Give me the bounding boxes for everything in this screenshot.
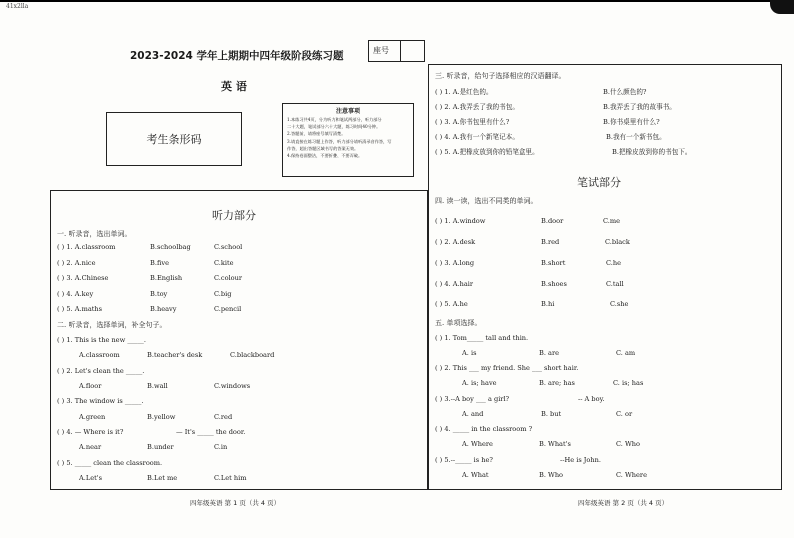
- option-b: B.hi: [541, 300, 555, 308]
- notice-box: [282, 103, 414, 177]
- part1-q1: ( ) 1. A.classroom: [57, 243, 116, 251]
- option-c: C.school: [214, 243, 243, 251]
- part5-q5: ( ) 5.--_____ is he?: [435, 456, 493, 464]
- option-b: B.toy: [150, 290, 168, 298]
- notice-line: 二十大题，笔试部分六十大题，练习时间40分钟。: [287, 124, 381, 130]
- part1-q3: ( ) 3. A.Chinese: [57, 274, 109, 282]
- option-c: C.she: [610, 300, 629, 308]
- option-b: B.short: [541, 259, 566, 267]
- part1-q5: ( ) 5. A.maths: [57, 305, 103, 313]
- option-b: B.teacher's desk: [147, 351, 203, 359]
- seat-number-box[interactable]: [368, 40, 425, 62]
- option-a: A.Let's: [79, 474, 102, 482]
- scan-edge: [0, 0, 794, 2]
- option-b: B. What's: [539, 440, 571, 448]
- part4-heading: 四. 读一读，选出不同类的单词。: [435, 197, 538, 205]
- option-b: B.wall: [147, 382, 168, 390]
- page2-footer: 四年级英语 第 2 页（共 4 页）: [578, 499, 669, 507]
- option-c: C. is; has: [613, 379, 644, 387]
- part4-q5: ( ) 5. A.he: [435, 300, 468, 308]
- option-b: B. are: [539, 349, 560, 357]
- option-c: C.windows: [214, 382, 251, 390]
- scan-corner-shadow: [770, 0, 794, 14]
- option-c: C.me: [603, 217, 621, 225]
- notice-title: 注意事项: [335, 108, 360, 115]
- notice-line: 3.请直接在练习题上作答，听力部分请听清录音作答，写: [287, 138, 392, 144]
- part1-heading: 一. 听录音，选出单词。: [57, 230, 132, 238]
- option-c: C.colour: [214, 274, 243, 282]
- option-b: B. are; has: [539, 379, 575, 387]
- part2-q1: ( ) 1. This is the new _____.: [57, 336, 146, 344]
- option-a: A. What: [462, 471, 489, 479]
- barcode-box: [106, 112, 242, 166]
- part5-q3-answer: -- A boy.: [578, 395, 605, 403]
- part5-q2: ( ) 2. This ___ my friend. She ___ short hair.: [435, 364, 579, 372]
- part3-q5: ( ) 5. A.把橡皮放到你的铅笔盒里。: [435, 148, 539, 156]
- exam-title: 2023-2024 学年上期期中四年级阶段练习题: [130, 50, 344, 62]
- notice-line: 1.本练习共4页，分为听力和笔试两部分，听力部分: [287, 117, 382, 122]
- part3-q3: ( ) 3. A.你书包里有什么?: [435, 118, 510, 126]
- option-b: B.shoes: [541, 280, 567, 288]
- part5-q1: ( ) 1. Tom_____ tall and thin.: [435, 334, 529, 342]
- option-c: C.pencil: [214, 305, 242, 313]
- part5-q3: ( ) 3.--A boy ___ a girl?: [435, 395, 510, 403]
- part4-q3: ( ) 3. A.long: [435, 259, 475, 267]
- option-b: B.English: [150, 274, 183, 282]
- option-b: B.你书桌里有什么?: [603, 118, 660, 126]
- part5-heading: 五. 单项选择。: [435, 319, 482, 327]
- part2-q2: ( ) 2. Let's clean the _____.: [57, 367, 145, 375]
- notice-line: 4.保持卷面整洁，不要折叠、不要弄破。: [287, 153, 363, 159]
- listening-title: 听力部分: [212, 209, 256, 222]
- notice-line: 作答，超出答题区域书写的答案无效。: [287, 145, 359, 151]
- option-a: A. is; have: [462, 379, 497, 387]
- part2-heading: 二. 听录音，选择单词，补全句子。: [57, 321, 167, 329]
- seat-divider: [400, 41, 401, 61]
- part1-q2: ( ) 2. A.nice: [57, 259, 96, 267]
- part2-q4-answer: — It's _____ the door.: [176, 428, 246, 436]
- option-b: B.door: [541, 217, 564, 225]
- option-b: B.yellow: [147, 413, 176, 421]
- part4-q4: ( ) 4. A.hair: [435, 280, 474, 288]
- option-b: B.red: [541, 238, 560, 246]
- option-a: A.near: [79, 443, 102, 451]
- option-c: C.red: [214, 413, 233, 421]
- option-a: A.green: [79, 413, 106, 421]
- option-c: C.he: [606, 259, 622, 267]
- option-a: A.floor: [79, 382, 102, 390]
- part4-q2: ( ) 2. A.desk: [435, 238, 476, 246]
- part5-q4: ( ) 4. _____ in the classroom ?: [435, 425, 533, 433]
- option-c: C.big: [214, 290, 232, 298]
- option-c: C.black: [605, 238, 630, 246]
- option-b: B.schoolbag: [150, 243, 191, 251]
- option-b: B.Let me: [147, 474, 178, 482]
- option-a: A. is: [462, 349, 477, 357]
- option-b: B.我弄丢了我的故事书。: [603, 103, 676, 111]
- option-b: B.five: [150, 259, 169, 267]
- option-b: B.我有一个新书包。: [606, 133, 666, 141]
- part3-heading: 三. 听录音，给句子选择相应的汉语翻译。: [435, 72, 566, 80]
- part3-q1: ( ) 1. A.是红色的。: [435, 88, 493, 96]
- option-c: C.Let him: [214, 474, 247, 482]
- option-a: A. and: [462, 410, 484, 418]
- option-b: B.什么颜色的?: [603, 88, 647, 96]
- barcode-label: 考生条形码: [146, 133, 202, 146]
- part3-q4: ( ) 4. A.我有一个新笔记本。: [435, 133, 519, 141]
- option-c: C. am: [616, 349, 636, 357]
- subject-title: 英 语: [221, 80, 247, 93]
- part1-q4: ( ) 4. A.key: [57, 290, 94, 298]
- part3-q2: ( ) 2. A.我弄丢了我的书包。: [435, 103, 519, 111]
- part4-q1: ( ) 1. A.window: [435, 217, 486, 225]
- option-a: A.classroom: [79, 351, 120, 359]
- option-c: C. Who: [616, 440, 640, 448]
- option-b: B. but: [541, 410, 562, 418]
- option-b: B.under: [147, 443, 174, 451]
- part5-q5-answer: --He is John.: [560, 456, 601, 464]
- option-c: C.kite: [214, 259, 234, 267]
- part2-q4: ( ) 4. — Where is it?: [57, 428, 124, 436]
- page1-footer: 四年级英语 第 1 页（共 4 页）: [190, 499, 281, 507]
- corner-mark: 41x2lla: [6, 3, 29, 10]
- option-c: C. or: [616, 410, 633, 418]
- option-c: C. Where: [616, 471, 647, 479]
- part2-q3: ( ) 3. The window is _____.: [57, 397, 144, 405]
- option-a: A. Where: [462, 440, 493, 448]
- option-b: B.heavy: [150, 305, 177, 313]
- written-title: 笔试部分: [577, 176, 621, 189]
- option-c: C.blackboard: [230, 351, 275, 359]
- option-c: C.in: [214, 443, 228, 451]
- part2-q5: ( ) 5. _____ clean the classroom.: [57, 459, 163, 467]
- option-c: C.tall: [606, 280, 624, 288]
- notice-line: 2.答题前，请将座号填写清楚。: [287, 131, 346, 137]
- option-b: B. Who: [539, 471, 564, 479]
- seat-label: 座号: [373, 46, 389, 55]
- option-b: B.把橡皮放到你的书包下。: [612, 148, 692, 156]
